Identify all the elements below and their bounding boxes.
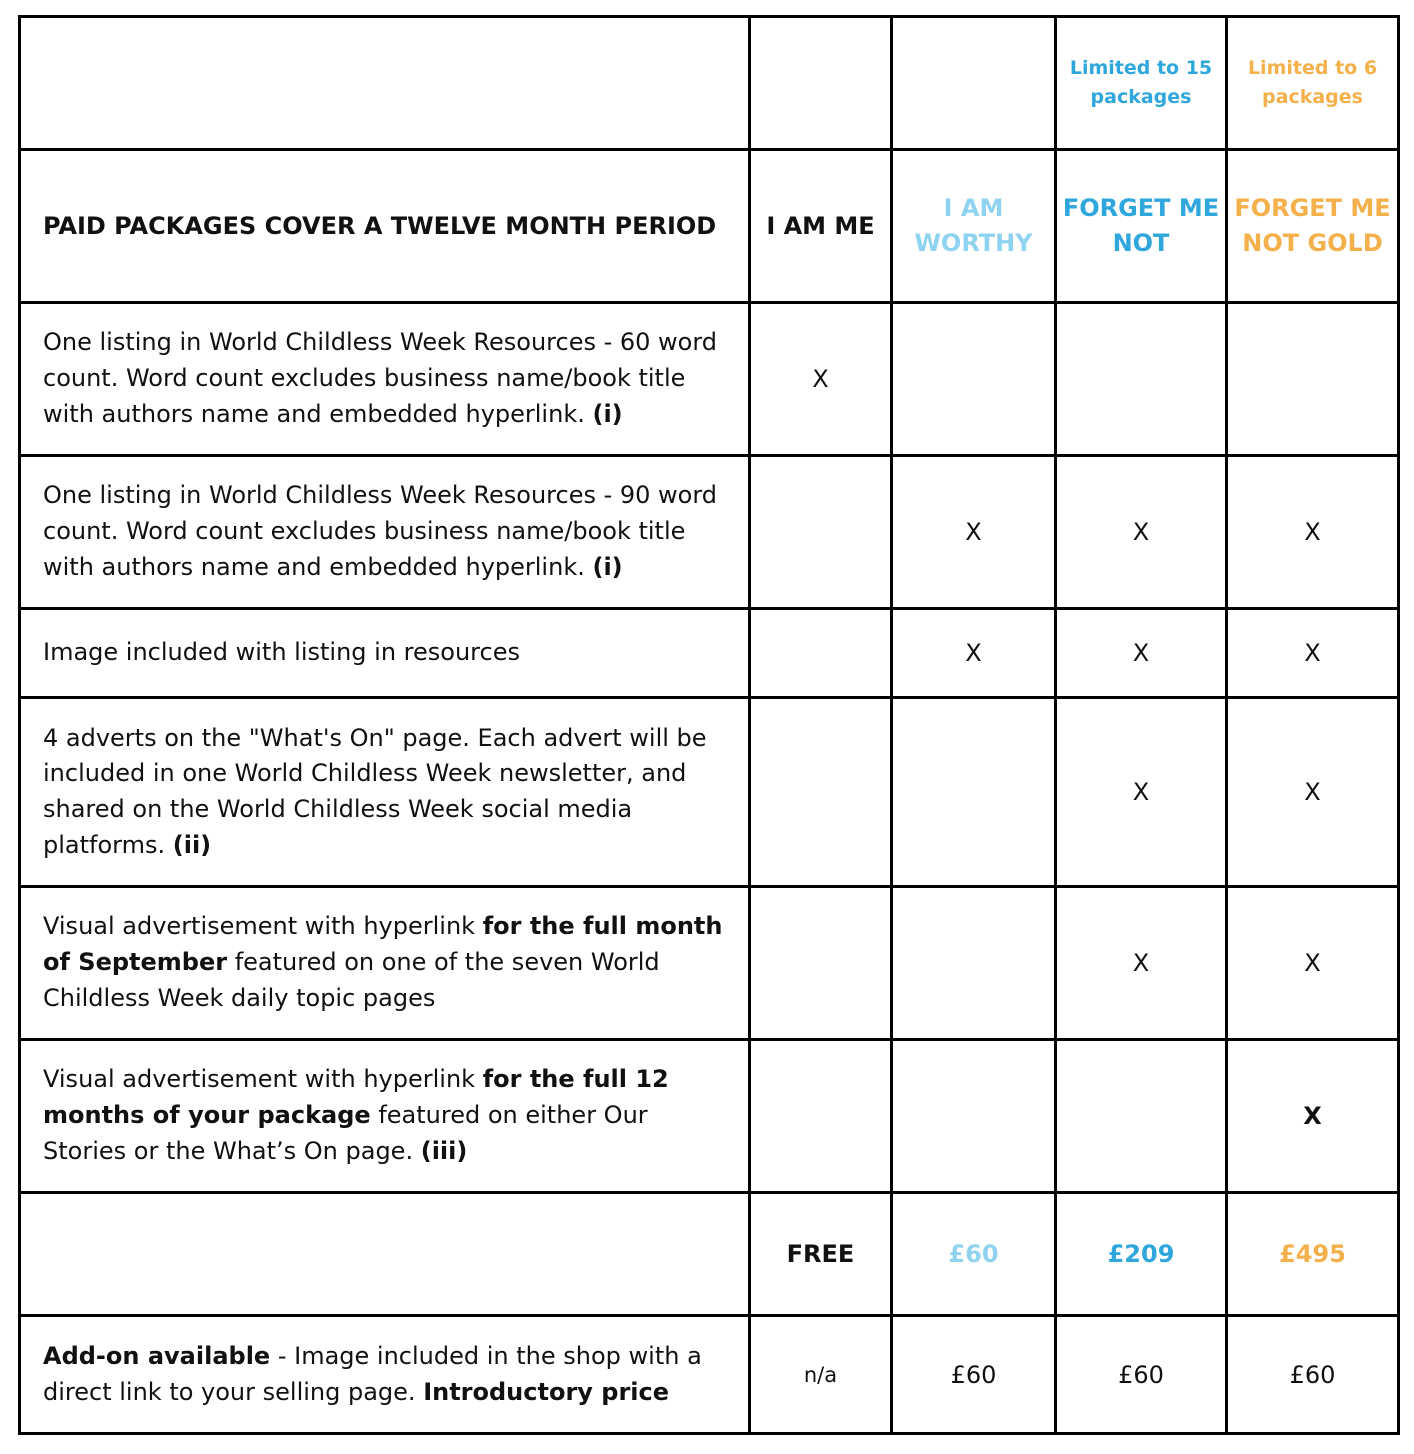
mark-cell: [1227, 303, 1399, 456]
mark-cell: X: [892, 609, 1056, 698]
feature-note: (iii): [420, 1136, 468, 1165]
feature-description: [20, 303, 750, 456]
feature-note: (i): [592, 552, 623, 581]
mark-cell: [750, 1040, 892, 1193]
empty-cell: [750, 17, 892, 150]
feature-description: [20, 456, 750, 609]
mark-cell: X: [1056, 887, 1227, 1040]
mark-cell: [1056, 303, 1227, 456]
table-row-limits: [20, 17, 1399, 150]
table-row-headers: [20, 150, 1399, 303]
addon-value: n/a: [750, 1316, 892, 1434]
package-forget-me-not: FORGET ME NOT: [1056, 150, 1227, 303]
mark-cell: X: [750, 303, 892, 456]
mark-cell: X: [892, 456, 1056, 609]
mark-cell: X: [1056, 456, 1227, 609]
price-forget-me-not: £209: [1056, 1193, 1227, 1316]
table-row: [20, 609, 1399, 698]
mark-cell: X: [1056, 609, 1227, 698]
mark-cell: [750, 887, 892, 1040]
table-row: [20, 698, 1399, 887]
mark-cell: X: [1227, 887, 1399, 1040]
mark-cell: X: [1227, 698, 1399, 887]
mark-cell: [892, 887, 1056, 1040]
table-row: [20, 1040, 1399, 1193]
feature-description: [20, 609, 750, 698]
feature-text-bold: for the full month of September: [43, 912, 723, 977]
feature-text-post: featured on one of the seven World Childless Week daily topic pages: [43, 948, 660, 1012]
feature-text-bold: for the full 12 months of your package: [43, 1065, 669, 1130]
feature-description: [20, 698, 750, 887]
mark-cell: [750, 698, 892, 887]
feature-description: [20, 887, 750, 1040]
package-forget-me-not-gold: FORGET ME NOT GOLD: [1227, 150, 1399, 303]
mark-cell: [1056, 1040, 1227, 1193]
feature-text-post: featured on either Our Stories or the What’s On page.: [43, 1101, 648, 1165]
limit-note-forget-me-not: Limited to 15 packages: [1056, 17, 1227, 150]
mark-cell: X: [1056, 698, 1227, 887]
mark-cell: X: [1227, 609, 1399, 698]
feature-text: Image included with listing in resources: [43, 638, 520, 667]
table-row: [20, 303, 1399, 456]
table-row: [20, 456, 1399, 609]
empty-cell: [20, 1193, 750, 1316]
feature-text-pre: Visual advertisement with hyperlink: [43, 1065, 483, 1094]
table-title: PAID PACKAGES COVER A TWELVE MONTH PERIOD: [20, 150, 750, 303]
mark-cell: [750, 456, 892, 609]
table-row: [20, 887, 1399, 1040]
empty-cell: [20, 17, 750, 150]
mark-cell: X: [1227, 1040, 1399, 1193]
mark-cell: [750, 609, 892, 698]
feature-text: One listing in World Childless Week Resources - 90 word count. Word count excludes business name/book title with authors name and embedded hyperlink.: [43, 481, 718, 581]
package-i-am-me: I AM ME: [750, 150, 892, 303]
price-forget-me-not-gold: £495: [1227, 1193, 1399, 1316]
addon-description: [20, 1316, 750, 1434]
addon-intro: Introductory price: [423, 1377, 670, 1406]
empty-cell: [892, 17, 1056, 150]
addon-text: - Image included in the shop with a direct link to your selling page.: [43, 1341, 702, 1406]
feature-text: 4 adverts on the "What's On" page. Each advert will be included in one World Childless Week newsletter, and shared on the World Childless Week social media platforms.: [43, 723, 707, 859]
packages-table: [18, 15, 1400, 1435]
feature-note: (i): [592, 399, 623, 428]
feature-note: (ii): [172, 830, 212, 859]
price-i-am-me: FREE: [750, 1193, 892, 1316]
addon-value: £60: [892, 1316, 1056, 1434]
addon-value: £60: [1227, 1316, 1399, 1434]
price-i-am-worthy: £60: [892, 1193, 1056, 1316]
addon-value: £60: [1056, 1316, 1227, 1434]
feature-description: [20, 1040, 750, 1193]
limit-note-forget-me-not-gold: Limited to 6 packages: [1227, 17, 1399, 150]
table-row-prices: [20, 1193, 1399, 1316]
addon-label: Add-on available: [43, 1341, 271, 1370]
mark-cell: [892, 1040, 1056, 1193]
mark-cell: [892, 303, 1056, 456]
table-row-addon: [20, 1316, 1399, 1434]
package-i-am-worthy: I AM WORTHY: [892, 150, 1056, 303]
mark-cell: X: [1227, 456, 1399, 609]
feature-text: One listing in World Childless Week Resources - 60 word count. Word count excludes business name/book title with authors name and embedded hyperlink.: [43, 328, 718, 428]
mark-cell: [892, 698, 1056, 887]
feature-text-pre: Visual advertisement with hyperlink: [43, 912, 483, 941]
